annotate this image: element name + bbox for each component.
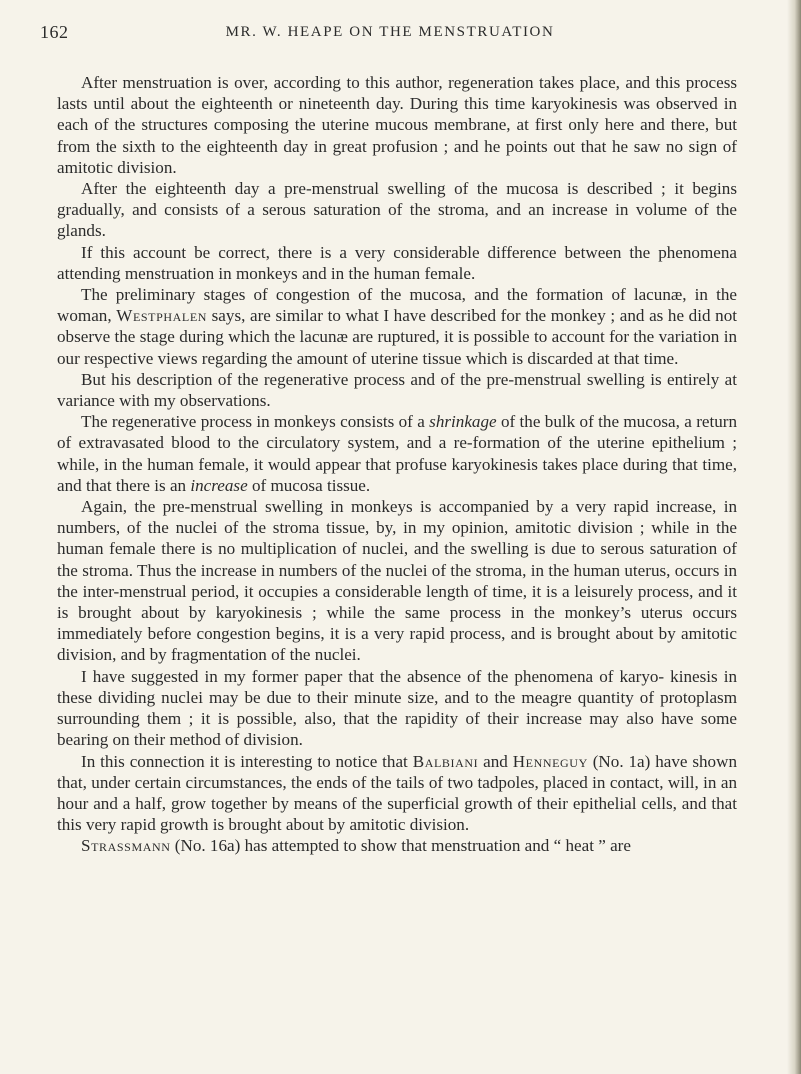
running-head: MR. W. HEAPE ON THE MENSTRUATION — [225, 24, 555, 40]
author-name: Henneguy — [512, 751, 588, 771]
text-run: (No. 16a) has attempted to show that menstruation and “ heat ” are — [170, 836, 631, 856]
author-name: Westphalen — [116, 306, 208, 326]
text-run: and — [478, 751, 513, 771]
paragraph — [57, 284, 737, 369]
text-run: After menstruation is over, according to this author, regeneration takes place, and this process lasts until about the eighteenth or nineteenth day. During this time karyokinesis was observed in each of the structures composing the uterine mucous membrane, at first only here and there, but from the sixth to the eighteenth day in great profusion ; and he points out that he saw no sign of amitotic division. — [57, 73, 737, 177]
text-run: I have suggested in my former paper that the absence of the phenomena of karyo- kinesis in these dividing nuclei may be due to their minute size, and to the meagre quantity of protoplasm surrounding them ; it is possible, also, that the rapidity of their increase may also have some bearing on their method of division. — [57, 666, 737, 750]
text-run: The preliminary stages of congestion of the mucosa, and the formation of lacunæ, in the woman, — [57, 285, 737, 326]
text-run: In this connection it is interesting to notice that — [81, 751, 413, 771]
paragraph — [57, 411, 737, 496]
body-text — [57, 72, 737, 857]
page-number: 162 — [40, 22, 69, 42]
paragraph — [57, 242, 737, 284]
text-run: of mucosa tissue. — [247, 475, 371, 495]
text-run: The regenerative process in monkeys consists of a — [81, 412, 430, 432]
paragraph — [57, 178, 737, 242]
paragraph — [57, 751, 737, 836]
text-run: But his description of the regenerative process and of the pre-menstrual swelling is entirely at variance with my observations. — [57, 369, 737, 411]
author-name: Balbiani — [412, 751, 479, 771]
text-run: Again, the pre-menstrual swelling in monkeys is accompanied by a very rapid increase, in numbers, of the nuclei of the stroma tissue, by, in my opinion, amitotic division ; while in the human female there is no multiplication of nuclei, and the swelling is due to serous saturation of the stroma. Thus the increase in numbers of the nuclei of the stroma, in the human uterus, occurs in the inter-menstrual period, it occupies a considerable length of time, it is a leisurely process, and it is brought about by karyokinesis ; while the same process in the monkey’s uterus occurs immediately before congestion begins, it is a very rapid process, and is brought about by amitotic division, and by fragmentation of the nuclei. — [57, 497, 737, 665]
page-edge-shadow — [787, 0, 801, 1074]
paragraph — [57, 369, 737, 411]
text-run: If this account be correct, there is a very considerable difference between the phenomena attending menstruation in monkeys and in the human female. — [57, 242, 737, 283]
emphasis: shrinkage — [429, 412, 497, 432]
paragraph — [57, 496, 737, 666]
text-run: After the eighteenth day a pre-menstrual swelling of the mucosa is described ; it begins gradually, and consists of a serous saturation of the stroma, and an increase in volume of the glands. — [57, 179, 737, 241]
text-run: of the bulk of the mucosa, a return of extravasated blood to the circulatory system, and a re-formation of the uterine epithelium ; while, in the human female, it would appear that profuse karyokinesis takes place during that time, and that there is an — [57, 412, 738, 495]
page-header — [40, 22, 740, 48]
paragraph — [57, 666, 737, 751]
author-name: Strassmann — [81, 836, 171, 856]
paragraph — [57, 835, 737, 856]
emphasis: increase — [190, 475, 248, 495]
paragraph — [57, 72, 737, 178]
text-run: says, are similar to what I have described for the monkey ; and as he did not observe the stage during which the lacunæ are ruptured, it is possible to account for the variation in our respective views regarding the amount of uterine tissue which is discarded at that time. — [57, 306, 737, 368]
text-run: (No. 1a) have shown that, under certain circumstances, the ends of the tails of two tadpoles, placed in contact, will, in an hour and a half, grow together by means of the superficial growth of their epithelial cells, and that this very rapid growth is brought about by amitotic division. — [57, 751, 737, 835]
